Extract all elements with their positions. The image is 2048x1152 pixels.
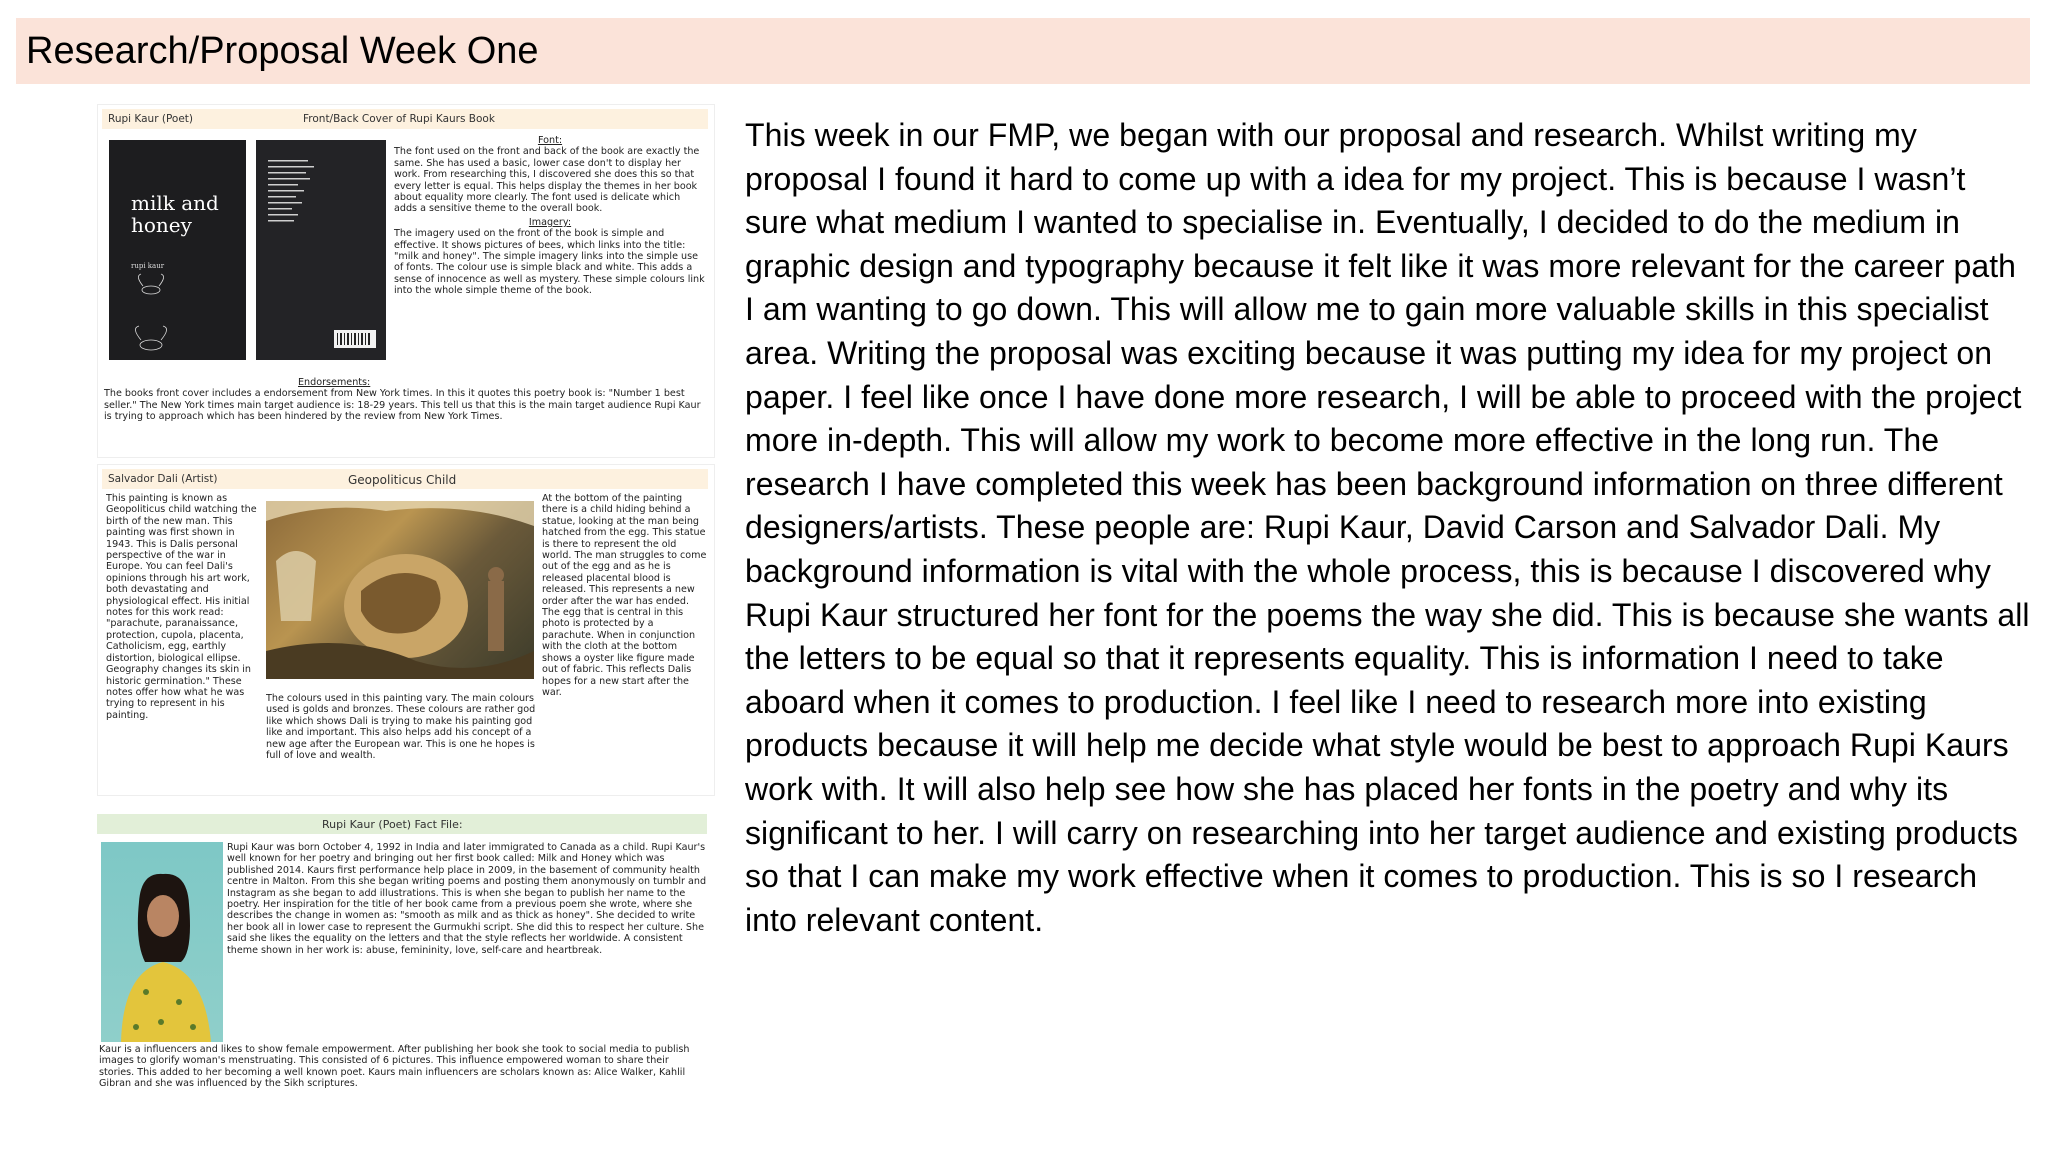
painting-right-notes: At the bottom of the painting there is a child hiding behind a statue, looking at the man being hatched from the egg. This statue is there to represent the old world. The man struggles to come out of the egg and as he is released placental blood is released. This represents a new order after the war has ended. The egg that is central in this photo is protected by a parachute. When in conjunction with the cloth at the bottom shows a oyster like figure made out of fabric. This reflects Dalis hopes for a new start after the war. (542, 493, 707, 698)
font-notes (394, 135, 706, 297)
portrait-shapes (101, 842, 223, 1042)
bee-icon (109, 140, 246, 360)
painting-shapes (266, 501, 534, 679)
painting-research-panel (97, 464, 715, 796)
book-front-cover-image (109, 140, 246, 360)
panel-heading: Geopoliticus Child (348, 473, 457, 487)
back-cover-details (256, 140, 386, 360)
book-title: milk and honey (131, 191, 219, 237)
painting-left-notes: This painting is known as Geopoliticus child watching the birth of the new man. This painting was first shown in 1943. This is Dalis personal perspective of the war in Europe. You can feel Dali's opinions through his art work, both devastating and physiological effect. His initial notes for this work read: "parachute, paranaissance, protection, cupola, placenta, Catholicism, egg, earthly distortion, biological ellipse. Geography changes its skin in historic germination." These notes offer how what he was trying to represent in his painting. (106, 493, 257, 721)
book-research-panel (97, 104, 715, 458)
slide-title: Research/Proposal Week One (26, 30, 539, 72)
slide-title-bar (16, 18, 2030, 84)
geopoliticus-child-painting (266, 501, 534, 679)
imagery-text: The imagery used on the front of the book is simple and effective. It shows pictures of bees, which links into the title: "milk and honey". The simple imagery links into the simple use of fonts. The colour use is simple black and white. This adds a sense of innocence as well as mystery. These simple colours link into the whole simple theme of the book. (394, 228, 705, 297)
panel-heading: Rupi Kaur (Poet) Fact File: (322, 818, 463, 831)
fact-file-panel (97, 812, 713, 1148)
panel-label: Salvador Dali (Artist) (108, 473, 218, 485)
endorsements-heading: Endorsements: (298, 377, 371, 388)
fact-main-text: Rupi Kaur was born October 4, 1992 in India and later immigrated to Canada as a child. Rupi Kaur's well known for her poetry and bringing out her first book called: Milk and Honey which was published 2014. Kaurs first performance help place in 2009, in the basement of community health centre in Malton. From this she began writing poems and posting them anonymously on tumblr and Instagram as she began to add illustrations. This is when she began to publish her name to the poetry. Her inspiration for the title of her book came from a previous poem she wrote, where she describes the change in women as: "smooth as milk and as thick as honey". She decided to write her book all in lower case to represent the Gurmukhi script. She did this to respect her culture. She said she likes the equality on the letters and that the style reflects her worldwide. A consistent theme shown in her work is: abuse, femininity, love, self-care and heartbreak. (227, 842, 707, 956)
rupi-kaur-portrait (101, 842, 223, 1042)
panel-heading: Front/Back Cover of Rupi Kaurs Book (303, 113, 495, 125)
endorsement-notes (104, 377, 704, 423)
book-back-cover-image (256, 140, 386, 360)
fact-bottom-text: Kaur is a influencers and likes to show female empowerment. After publishing her book she took to social media to publish images to glorify woman's menstruating. This consisted of 6 pictures. This influence empowered woman to share their stories. This added to her becoming a well known poet. Kaurs main influencers are scholars known as: Alice Walker, Kahlil Gibran and she was influenced by the Sikh scriptures. (99, 1044, 690, 1090)
panel-label: Rupi Kaur (Poet) (108, 113, 193, 125)
endorsements-text: The books front cover includes a endorsement from New York times. In this it quotes this poetry book is: "Number 1 best seller." The New York times main target audience is: 18-29 years. This tell us that this is the main target audience Rupi Kaur is trying to approach which has been hindered by the review from New York Times. (104, 388, 701, 423)
slide-body-text (745, 114, 2030, 942)
painting-colour-notes: The colours used in this painting vary. The main colours used is golds and bronzes. These colours are rather god like which shows Dali is trying to make his painting god like and important. This also helps add his concept of a new age after the European war. This is one he hopes is full of love and wealth. (266, 693, 536, 762)
font-heading: Font: (537, 135, 563, 146)
font-text: The font used on the front and back of the book are exactly the same. She has used a basic, lower case don't to display her work. From researching this, I discovered she does this so that every letter is equal. This helps display the themes in her book about equality more clearly. The font used is delicate which adds a sensitive theme to the overall book. (394, 146, 700, 215)
book-author: rupi kaur (131, 262, 165, 270)
body-paragraph: This week in our FMP, we began with our proposal and research. Whilst writing my proposal I found it hard to come up with a idea for my project. This is because I wasn’t sure what medium I wanted to specialise in. Eventually, I decided to do the medium in graphic design and typography because it felt like it was more relevant for the career path I am wanting to go down. This will allow me to gain more valuable skills in this specialist area. Writing the proposal was exciting because it was putting my idea for my project on paper. I feel like once I have done more research, I will be able to proceed with the project more in-depth. This will allow my work to become more effective in the long run. The research I have completed this week has been background information on three different designers/artists. These people are: Rupi Kaur, David Carson and Salvador Dali. My background information is vital with the whole process, this is because I discovered why Rupi Kaur structured her font for the poems the way she did. This is because she wants all the letters to be equal so that it represents equality. This is information I need to take aboard when it comes to production. I feel like I need to research more into existing products because it will help me decide what style would be best to approach Rupi Kaurs work with. It will also help see how she has placed her fonts in the poetry and why its significant to her. I will carry on researching into her target audience and existing products so that I can make my work effective when it comes to production. This is so I research into relevant content. (745, 117, 2030, 938)
imagery-heading: Imagery: (528, 216, 572, 228)
